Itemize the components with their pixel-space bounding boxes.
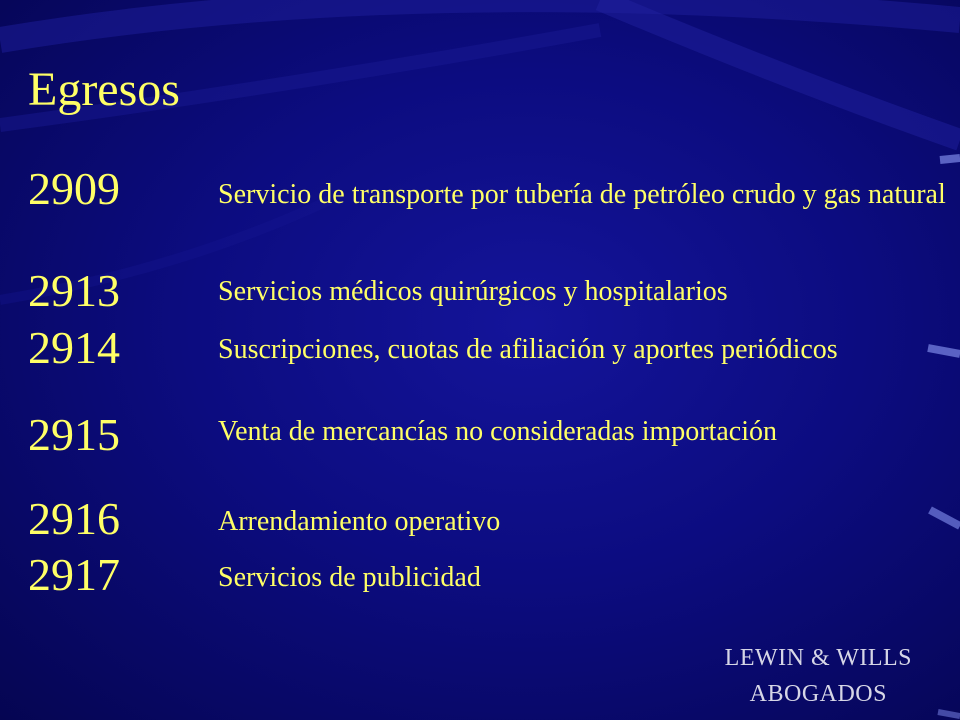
logo-line-subtitle: ABOGADOS (749, 681, 887, 707)
entry-description: Servicio de transporte por tubería de petróleo crudo y gas natural (218, 179, 946, 210)
slide-title: Egresos (28, 63, 180, 116)
entry-code: 2917 (28, 549, 120, 600)
entry-code: 2913 (28, 265, 120, 316)
entry-description: Arrendamiento operativo (218, 506, 501, 537)
logo-line-name: LEWIN & WILLS (724, 645, 912, 671)
entry-code: 2909 (28, 163, 120, 214)
entry-code: 2916 (28, 493, 120, 544)
entry-code: 2914 (28, 322, 120, 373)
entry-description: Suscripciones, cuotas de afiliación y aportes periódicos (218, 334, 838, 365)
entry-description: Servicios médicos quirúrgicos y hospitalarios (218, 276, 728, 307)
entry-description: Servicios de publicidad (218, 562, 481, 593)
entry-description: Venta de mercancías no consideradas importación (218, 416, 778, 447)
company-logo (725, 640, 912, 712)
entry-code: 2915 (28, 409, 120, 460)
